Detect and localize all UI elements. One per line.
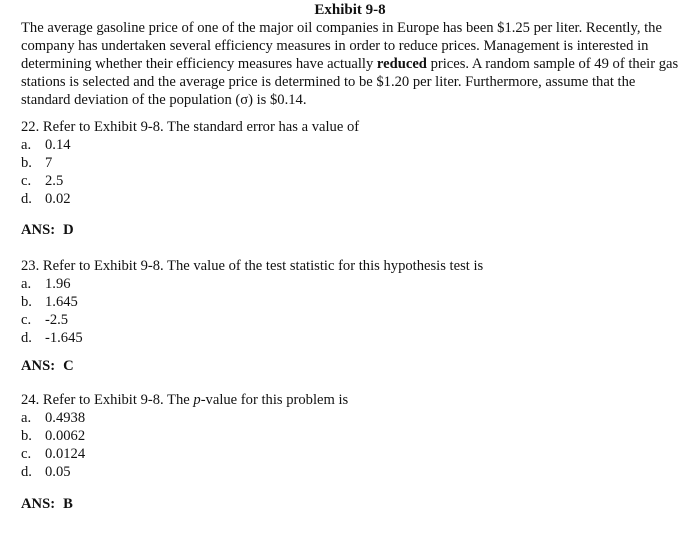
choice-letter: a. <box>21 410 32 426</box>
choice-text: 1.645 <box>45 294 78 310</box>
exhibit-line-4: stations is selected and the average price is determined to be $1.20 per liter. Furthermore, assume that the <box>21 74 636 90</box>
choice-c <box>21 172 359 190</box>
exhibit-line-2: company has undertaken several efficiency measures in order to reduce prices. Management is interested in <box>21 38 649 54</box>
question-24 <box>21 391 348 481</box>
choice-a <box>21 275 483 293</box>
choice-a <box>21 136 359 154</box>
choice-b <box>21 293 483 311</box>
choice-b <box>21 427 348 445</box>
choice-b <box>21 154 359 172</box>
question-stem: 22. Refer to Exhibit 9-8. The standard error has a value of <box>21 119 360 135</box>
exhibit-line-3-post: prices. A random sample of 49 of their gas <box>426 56 679 72</box>
question-stem-post: -value for this problem is <box>200 392 349 408</box>
question-stem <box>21 391 348 409</box>
choice-text: 0.14 <box>45 137 71 153</box>
choice-text: 0.05 <box>45 464 71 480</box>
choice-letter: d. <box>21 464 32 480</box>
exhibit-line-3-pre: determining whether their efficiency measures have actually <box>21 56 377 72</box>
choice-d <box>21 329 483 347</box>
choice-letter: b. <box>21 428 32 444</box>
choice-text: 0.4938 <box>45 410 86 426</box>
exhibit-title: Exhibit 9-8 <box>314 2 386 18</box>
question-23 <box>21 257 483 347</box>
choice-letter: a. <box>21 276 32 292</box>
emphasis-reduced: reduced <box>376 56 427 72</box>
choice-letter: d. <box>21 330 32 346</box>
choice-text: 7 <box>45 155 53 171</box>
answer-24 <box>21 495 73 513</box>
choice-letter: a. <box>21 137 32 153</box>
choice-c <box>21 445 348 463</box>
answer-value: D <box>63 222 74 238</box>
question-stem: 23. Refer to Exhibit 9-8. The value of the test statistic for this hypothesis test is <box>21 258 484 274</box>
choice-a <box>21 409 348 427</box>
choice-d <box>21 463 348 481</box>
question-22 <box>21 118 359 208</box>
choice-letter: c. <box>21 446 32 462</box>
answer-label: ANS: <box>21 222 56 238</box>
answer-value: C <box>63 358 74 374</box>
answer-label: ANS: <box>21 358 56 374</box>
answer-label: ANS: <box>21 496 56 512</box>
choice-text: 0.0062 <box>45 428 86 444</box>
answer-22 <box>21 221 74 239</box>
choice-letter: c. <box>21 173 32 189</box>
question-stem-pre: 24. Refer to Exhibit 9-8. The <box>21 392 194 408</box>
choice-c <box>21 311 483 329</box>
choice-list <box>21 136 359 208</box>
choice-letter: b. <box>21 294 32 310</box>
exhibit-line-5: standard deviation of the population (σ) is $0.14. <box>21 92 307 108</box>
choice-letter: d. <box>21 191 32 207</box>
exhibit-description <box>21 19 700 109</box>
choice-letter: b. <box>21 155 32 171</box>
answer-23 <box>21 357 74 375</box>
choice-text: -2.5 <box>45 312 69 328</box>
exhibit-line-3 <box>21 55 700 73</box>
answer-value: B <box>63 496 73 512</box>
choice-text: 2.5 <box>45 173 64 189</box>
choice-text: -1.645 <box>45 330 83 346</box>
question-stem-italic: p <box>193 392 201 408</box>
choice-text: 0.02 <box>45 191 71 207</box>
choice-list <box>21 409 348 481</box>
exhibit-line-1: The average gasoline price of one of the major oil companies in Europe has been $1.25 per liter. Recently, the <box>21 20 662 36</box>
choice-letter: c. <box>21 312 32 328</box>
choice-list <box>21 275 483 347</box>
choice-text: 0.0124 <box>45 446 86 462</box>
choice-text: 1.96 <box>45 276 71 292</box>
choice-d <box>21 190 359 208</box>
